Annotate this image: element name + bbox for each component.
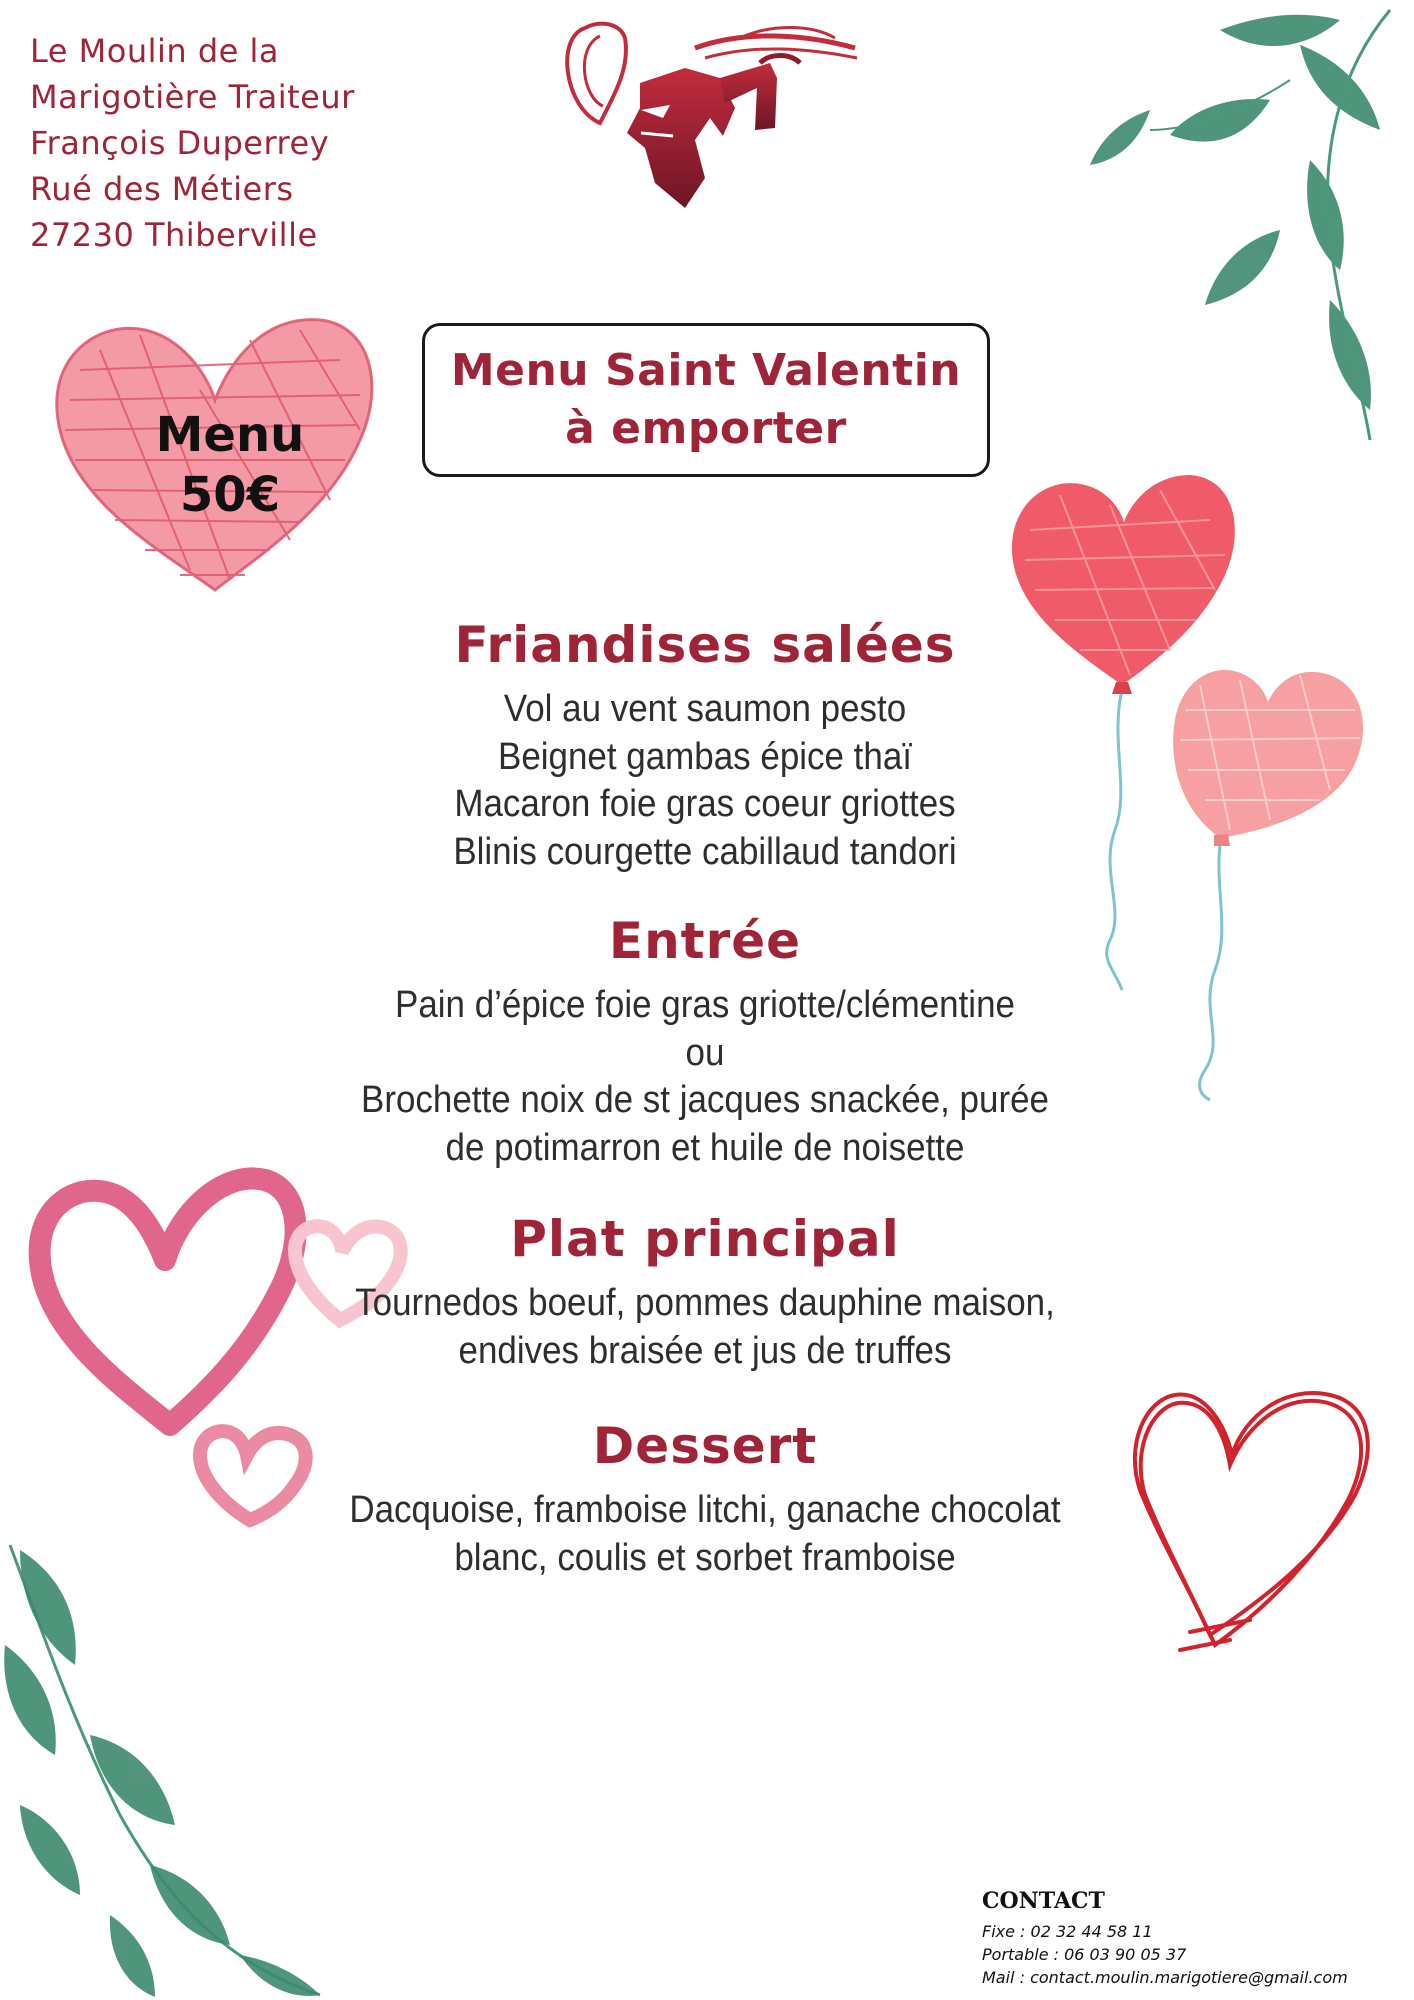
address-line: Le Moulin de la (30, 32, 279, 70)
caterer-address (30, 28, 450, 258)
address-line: 27230 Thiberville (30, 216, 318, 254)
section-items (280, 686, 1130, 876)
section-title: Plat principal (510, 1210, 900, 1268)
price-value: 50€ (179, 467, 281, 523)
menu-item: Tournedos boeuf, pommes dauphine maison, (355, 1282, 1055, 1324)
menu-item: ou (685, 1031, 725, 1074)
menu-section-dessert (280, 1411, 1130, 1582)
menu-item: de potimarron et huile de noisette (445, 1126, 965, 1169)
section-items (280, 1487, 1130, 1582)
contact-title: CONTACT (982, 1888, 1105, 1914)
menu-item: Beignet gambas épice thaï (498, 735, 912, 778)
leaf-branch-icon (0, 1535, 340, 2000)
menu-section-entree (280, 906, 1130, 1172)
section-title: Friandises salées (454, 616, 956, 674)
address-line: François Duperrey (30, 124, 330, 162)
menu-item: Blinis courgette cabillaud tandori (453, 830, 957, 873)
address-line: Rué des Métiers (30, 170, 294, 208)
menu-item: endives braisée et jus de truffes (458, 1329, 952, 1372)
contact-email: Mail : contact.moulin.marigotiere@gmail.com (982, 1968, 1348, 1987)
menu-item: Brochette noix de st jacques snackée, purée (361, 1079, 1049, 1121)
menu-section-plat (280, 1204, 1130, 1375)
menu-item: Macaron foie gras coeur griottes (454, 783, 956, 825)
menu-content (280, 610, 1130, 1602)
waiter-logo-icon (545, 8, 865, 218)
menu-subtitle: à emporter (565, 403, 847, 454)
section-items (280, 1280, 1130, 1375)
leaf-branch-icon (1040, 0, 1414, 450)
contact-phone-fixe: Fixe : 02 32 44 58 11 (982, 1922, 1153, 1941)
menu-section-friandises (280, 610, 1130, 876)
address-line: Marigotière Traiteur (30, 78, 355, 116)
contact-phone-mobile: Portable : 06 03 90 05 37 (982, 1945, 1187, 1964)
menu-title-box (422, 323, 990, 477)
contact-block (982, 1888, 1402, 1989)
menu-title: Menu Saint Valentin (450, 345, 962, 396)
red-heart-icon (1120, 1370, 1390, 1670)
section-title: Entrée (608, 912, 802, 970)
menu-price (70, 405, 390, 525)
section-title: Dessert (592, 1417, 818, 1475)
price-label: Menu (155, 407, 305, 463)
menu-item: Vol au vent saumon pesto (503, 688, 907, 730)
menu-item: Pain d’épice foie gras griotte/clémentine (395, 984, 1015, 1026)
menu-item: blanc, coulis et sorbet framboise (454, 1536, 956, 1579)
menu-item: Dacquoise, framboise litchi, ganache chocolat (349, 1489, 1061, 1531)
section-items (280, 982, 1130, 1172)
